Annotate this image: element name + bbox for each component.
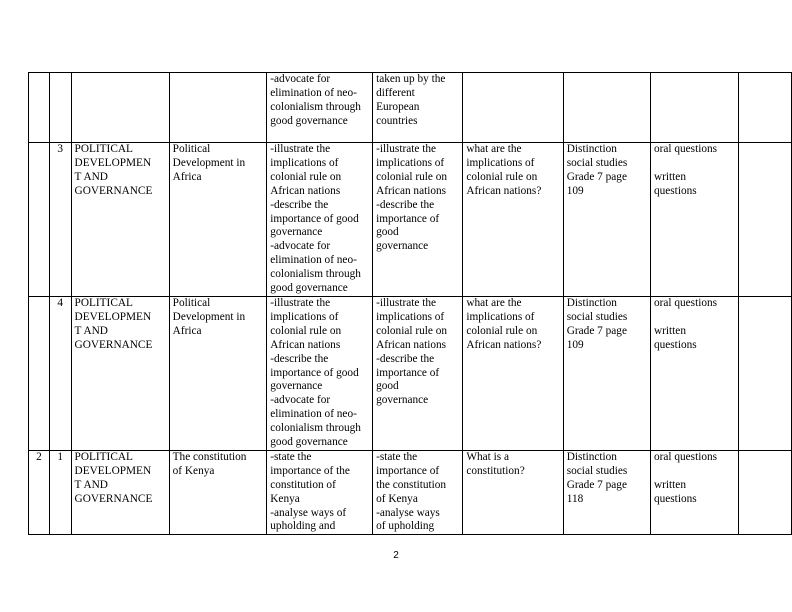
cell-line: 118 bbox=[566, 492, 584, 505]
cell-line: good governance bbox=[270, 282, 348, 295]
cell-line: oral questions bbox=[653, 450, 718, 463]
cell-line: -advocate for bbox=[270, 73, 331, 85]
cell-line: oral questions bbox=[653, 296, 718, 309]
cell-line: what are the bbox=[466, 143, 522, 155]
cell-line: elimination of neo- bbox=[270, 408, 357, 421]
resources-cell bbox=[563, 73, 650, 143]
cell-line: -describe the bbox=[376, 352, 435, 365]
cell-line: Distinction bbox=[566, 296, 617, 309]
cell-line: Africa bbox=[172, 324, 202, 337]
learning-experiences-cell bbox=[373, 143, 463, 297]
cell-line: African nations? bbox=[466, 184, 542, 197]
cell-line: -illustrate the bbox=[376, 143, 437, 155]
key-inquiry-cell bbox=[463, 450, 563, 534]
cell-line: -state the bbox=[376, 450, 418, 463]
week-cell bbox=[29, 296, 50, 450]
strand-cell bbox=[71, 450, 169, 534]
cell-line: -illustrate the bbox=[376, 296, 437, 309]
cell-line: implications of bbox=[466, 310, 535, 323]
cell-line: social studies bbox=[566, 464, 628, 477]
cell-line: -illustrate the bbox=[270, 296, 331, 309]
strand-cell bbox=[71, 296, 169, 450]
sub-strand-cell bbox=[169, 296, 267, 450]
week-cell bbox=[29, 450, 50, 534]
learning-experiences-cell bbox=[373, 73, 463, 143]
sub-strand-cell bbox=[169, 450, 267, 534]
cell-line: -describe the bbox=[270, 352, 329, 365]
cell-line: GOVERNANCE bbox=[74, 184, 153, 197]
assessment-cell bbox=[650, 73, 738, 143]
cell-line: colonialism through bbox=[270, 422, 361, 435]
cell-line: POLITICAL bbox=[74, 143, 133, 155]
cell-line: social studies bbox=[566, 156, 628, 169]
cell-line: -illustrate the bbox=[270, 143, 331, 155]
reflection-cell bbox=[738, 296, 792, 450]
resources-cell bbox=[563, 296, 650, 450]
cell-line: Development in bbox=[172, 156, 246, 169]
cell-line: T AND bbox=[74, 324, 108, 337]
page-number: 2 bbox=[393, 550, 399, 561]
cell-line: elimination of neo- bbox=[270, 254, 357, 267]
cell-line: Political bbox=[172, 296, 211, 309]
cell-line: African nations bbox=[376, 338, 447, 351]
cell-line: Political bbox=[172, 143, 211, 155]
week-cell bbox=[29, 143, 50, 297]
sub-strand-cell bbox=[169, 143, 267, 297]
cell-line: GOVERNANCE bbox=[74, 492, 153, 505]
lesson-cell bbox=[49, 296, 71, 450]
table-row bbox=[29, 296, 792, 450]
cell-line: good bbox=[376, 380, 399, 393]
cell-line: colonial rule on bbox=[376, 170, 448, 183]
cell-line: colonialism through bbox=[270, 100, 361, 113]
cell-number: 1 bbox=[57, 450, 64, 463]
cell-line: DEVELOPMEN bbox=[74, 464, 152, 477]
cell-line: 109 bbox=[566, 338, 584, 351]
cell-line: European bbox=[376, 100, 420, 113]
cell-line: what are the bbox=[466, 296, 522, 309]
cell-line: written bbox=[653, 170, 686, 183]
cell-line: -state the bbox=[270, 450, 312, 463]
table-row bbox=[29, 143, 792, 297]
cell-line: of Kenya bbox=[172, 464, 215, 477]
cell-line: colonial rule on bbox=[466, 324, 538, 337]
cell-line: -analyse ways of bbox=[270, 506, 347, 519]
cell-line: importance of good bbox=[270, 366, 359, 379]
cell-line: Grade 7 page bbox=[566, 324, 627, 337]
cell-line: taken up by the bbox=[376, 73, 446, 85]
cell-number: 2 bbox=[36, 450, 42, 463]
cell-line: different bbox=[376, 86, 415, 99]
cell-line: T AND bbox=[74, 478, 108, 491]
learning-outcomes-cell bbox=[267, 73, 373, 143]
cell-line: T AND bbox=[74, 170, 108, 183]
cell-line: social studies bbox=[566, 310, 628, 323]
cell-line: DEVELOPMEN bbox=[74, 156, 152, 169]
table-row bbox=[29, 73, 792, 143]
sub-strand-cell bbox=[169, 73, 267, 143]
cell-line: importance of good bbox=[270, 212, 359, 225]
cell-line: governance bbox=[376, 394, 429, 407]
cell-line: What is a bbox=[466, 450, 510, 463]
cell-line: POLITICAL bbox=[74, 296, 133, 309]
cell-line: constitution of bbox=[270, 478, 336, 491]
cell-line: Development in bbox=[172, 310, 246, 323]
cell-line: implications of bbox=[376, 310, 445, 323]
cell-line: -advocate for bbox=[270, 240, 331, 253]
reflection-cell bbox=[738, 143, 792, 297]
cell-line: of upholding bbox=[376, 520, 435, 533]
learning-experiences-cell bbox=[373, 296, 463, 450]
cell-line: countries bbox=[376, 114, 418, 127]
learning-outcomes-cell bbox=[267, 450, 373, 534]
cell-line: colonial rule on bbox=[466, 170, 538, 183]
cell-line: importance of bbox=[376, 212, 440, 225]
cell-line: upholding and bbox=[270, 520, 336, 533]
lesson-cell bbox=[49, 73, 71, 143]
table-body bbox=[29, 73, 792, 535]
cell-line: Grade 7 page bbox=[566, 478, 627, 491]
cell-line: of Kenya bbox=[376, 492, 418, 505]
cell-line: African nations? bbox=[466, 338, 542, 351]
cell-line: colonial rule on bbox=[270, 170, 342, 183]
key-inquiry-cell bbox=[463, 143, 563, 297]
resources-cell bbox=[563, 143, 650, 297]
assessment-cell bbox=[650, 296, 738, 450]
assessment-cell bbox=[650, 143, 738, 297]
cell-line: implications of bbox=[270, 156, 339, 169]
learning-outcomes-cell bbox=[267, 143, 373, 297]
cell-line: importance of bbox=[376, 366, 440, 379]
cell-line: written bbox=[653, 478, 686, 491]
cell-line: oral questions bbox=[653, 143, 718, 155]
cell-line: Grade 7 page bbox=[566, 170, 627, 183]
cell-line: colonialism through bbox=[270, 268, 361, 281]
cell-line: The constitution bbox=[172, 450, 247, 463]
cell-line: African nations bbox=[270, 338, 341, 351]
cell-line: Distinction bbox=[566, 143, 617, 155]
scheme-of-work-table bbox=[28, 72, 792, 535]
learning-outcomes-cell bbox=[267, 296, 373, 450]
cell-line: constitution? bbox=[466, 464, 525, 477]
cell-line: African nations bbox=[376, 184, 447, 197]
cell-line: governance bbox=[376, 240, 429, 253]
week-cell bbox=[29, 73, 50, 143]
cell-line: good governance bbox=[270, 114, 348, 127]
cell-line: governance bbox=[270, 226, 323, 239]
cell-line: written bbox=[653, 324, 686, 337]
cell-line: Kenya bbox=[270, 492, 300, 505]
cell-line: questions bbox=[653, 338, 697, 351]
key-inquiry-cell bbox=[463, 73, 563, 143]
strand-cell bbox=[71, 73, 169, 143]
cell-line: -analyse ways bbox=[376, 506, 440, 519]
table-row bbox=[29, 450, 792, 534]
cell-line: colonial rule on bbox=[376, 324, 448, 337]
cell-line: importance of bbox=[376, 464, 440, 477]
lesson-cell bbox=[49, 143, 71, 297]
resources-cell bbox=[563, 450, 650, 534]
cell-line: Africa bbox=[172, 170, 202, 183]
cell-line: the constitution bbox=[376, 478, 447, 491]
cell-line: governance bbox=[270, 380, 323, 393]
learning-experiences-cell bbox=[373, 450, 463, 534]
reflection-cell bbox=[738, 73, 792, 143]
cell-line: questions bbox=[653, 184, 697, 197]
reflection-cell bbox=[738, 450, 792, 534]
cell-line: implications of bbox=[376, 156, 445, 169]
cell-line: questions bbox=[653, 492, 697, 505]
assessment-cell bbox=[650, 450, 738, 534]
cell-line: Distinction bbox=[566, 450, 617, 463]
cell-line: -describe the bbox=[376, 198, 435, 211]
cell-line: colonial rule on bbox=[270, 324, 342, 337]
cell-line: 109 bbox=[566, 184, 584, 197]
cell-line: DEVELOPMEN bbox=[74, 310, 152, 323]
key-inquiry-cell bbox=[463, 296, 563, 450]
cell-line: importance of the bbox=[270, 464, 350, 477]
cell-line: -describe the bbox=[270, 198, 329, 211]
cell-number: 4 bbox=[57, 296, 64, 309]
cell-line: -advocate for bbox=[270, 394, 331, 407]
cell-number: 3 bbox=[57, 143, 64, 155]
cell-line: good bbox=[376, 226, 399, 239]
cell-line: elimination of neo- bbox=[270, 86, 357, 99]
lesson-cell bbox=[49, 450, 71, 534]
cell-line: African nations bbox=[270, 184, 341, 197]
cell-line: implications of bbox=[466, 156, 535, 169]
cell-line: implications of bbox=[270, 310, 339, 323]
cell-line: POLITICAL bbox=[74, 450, 133, 463]
cell-line: good governance bbox=[270, 436, 348, 449]
cell-line: GOVERNANCE bbox=[74, 338, 153, 351]
strand-cell bbox=[71, 143, 169, 297]
